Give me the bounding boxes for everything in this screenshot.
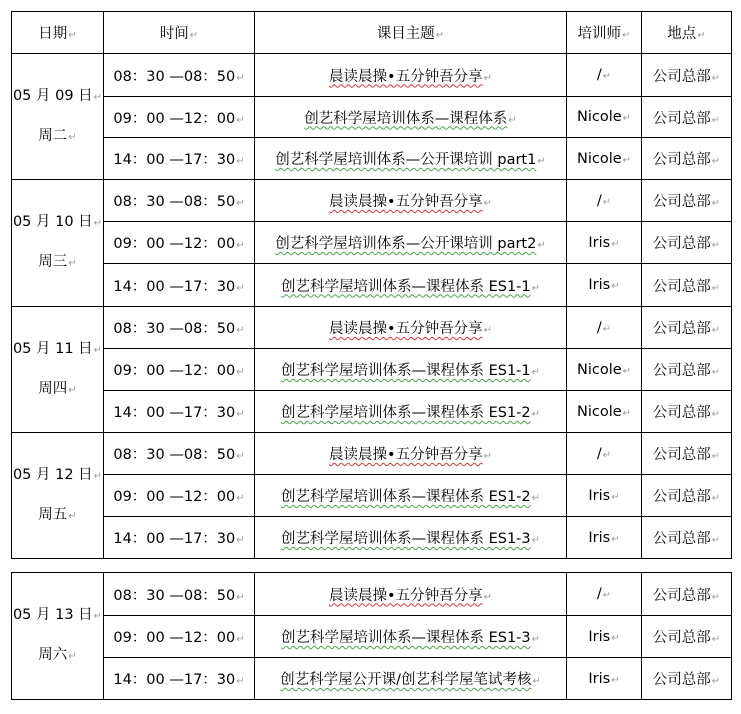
paragraph-mark-icon: ↵: [711, 591, 721, 603]
location-cell-text: 公司总部: [652, 68, 711, 85]
trainer-cell-text: /: [596, 192, 602, 209]
paragraph-mark-icon: ↵: [711, 72, 721, 84]
time-cell-text: 09：00 —12：00: [113, 630, 236, 646]
time-cell: [104, 138, 255, 180]
table-row: [12, 391, 732, 433]
time-cell-text: 14：00 —17：30: [113, 278, 236, 295]
time-cell: [104, 573, 255, 616]
paragraph-mark-icon: ↵: [531, 493, 541, 504]
time-cell: [104, 54, 255, 97]
schedule-table-continued: [11, 572, 732, 700]
location-cell: [642, 222, 732, 264]
paragraph-mark-icon: ↵: [236, 451, 245, 462]
location-cell-text: 公司总部: [652, 194, 711, 210]
table-row: [12, 264, 732, 307]
location-cell-text: 公司总部: [652, 278, 711, 295]
time-cell: [104, 391, 255, 433]
paragraph-mark-icon: ↵: [236, 72, 245, 84]
paragraph-mark-icon: ↵: [236, 325, 245, 336]
paragraph-mark-icon: ↵: [532, 676, 541, 687]
paragraph-mark-icon: ↵: [711, 198, 721, 209]
topic-cell-text: 晨读晨操•五分钟吾分享: [329, 321, 483, 337]
paragraph-mark-icon: ↵: [602, 323, 612, 335]
paragraph-mark-icon: ↵: [711, 156, 721, 167]
topic-cell-text: 创艺科学屋培训体系—课程体系 ES1-3: [280, 630, 531, 646]
location-cell-text: 公司总部: [652, 110, 711, 127]
trainer-cell-text: /: [596, 586, 602, 602]
date-cell: 05 月 12 日↵ 周五↵: [12, 433, 104, 559]
location-cell: [642, 433, 732, 475]
time-cell-text: 09：00 —12：00: [113, 236, 236, 252]
paragraph-mark-icon: ↵: [622, 113, 632, 124]
table-row: [12, 475, 732, 517]
weekday-text: 周六: [38, 647, 68, 663]
location-cell-text: 公司总部: [652, 447, 711, 463]
paragraph-mark-icon: ↵: [531, 409, 541, 420]
topic-cell: [255, 349, 567, 391]
time-cell: [104, 97, 255, 138]
date-cell: 05 月 09 日↵ 周二↵: [12, 54, 104, 180]
topic-cell: [255, 54, 567, 97]
time-cell-text: 08：30 —08：50: [113, 68, 236, 85]
time-cell: [104, 517, 255, 559]
paragraph-mark-icon: ↵: [483, 325, 492, 336]
paragraph-mark-icon: ↵: [236, 156, 245, 167]
table-row: [12, 222, 732, 264]
topic-cell-text: 创艺科学屋培训体系—公开课培训 part2: [275, 236, 537, 252]
location-cell: [642, 307, 732, 349]
time-cell-text: 08：30 —08：50: [113, 194, 236, 210]
topic-cell-text: 晨读晨操•五分钟吾分享: [329, 587, 483, 604]
location-cell: [642, 54, 732, 97]
paragraph-mark-icon: ↵: [236, 634, 245, 645]
trainer-cell-text: Iris: [588, 670, 611, 687]
paragraph-mark-icon: ↵: [711, 493, 721, 504]
paragraph-mark-icon: ↵: [602, 71, 612, 82]
paragraph-mark-icon: ↵: [602, 196, 612, 208]
location-cell-text: 公司总部: [652, 152, 711, 168]
paragraph-mark-icon: ↵: [611, 632, 620, 644]
paragraph-mark-icon: ↵: [236, 367, 245, 378]
time-cell: [104, 658, 255, 700]
trainer-cell: [567, 138, 642, 180]
location-cell-text: 公司总部: [652, 363, 711, 379]
time-cell-text: 08：30 —08：50: [113, 321, 236, 337]
trainer-cell: [567, 433, 642, 475]
location-cell-text: 公司总部: [652, 672, 711, 688]
time-cell-text: 09：00 —12：00: [113, 489, 236, 505]
date-cell: 05 月 13 日↵ 周六↵: [12, 573, 104, 700]
table-row: [12, 573, 732, 616]
paragraph-mark-icon: ↵: [711, 282, 721, 294]
table-row: [12, 658, 732, 700]
paragraph-mark-icon: ↵: [483, 72, 492, 84]
paragraph-mark-icon: ↵: [236, 198, 245, 209]
paragraph-mark-icon: ↵: [711, 409, 721, 420]
topic-cell-text: 创艺科学屋培训体系—课程体系 ES1-2: [280, 405, 531, 421]
trainer-cell: [567, 573, 642, 616]
topic-cell-text: 创艺科学屋培训体系—课程体系 ES1-3: [280, 531, 531, 547]
trainer-cell-text: /: [596, 67, 602, 83]
table-row: [12, 180, 732, 222]
topic-cell: [255, 264, 567, 307]
paragraph-mark-icon: ↵: [711, 367, 721, 378]
time-cell: [104, 433, 255, 475]
weekday-text: 周三: [38, 254, 68, 270]
location-cell: [642, 517, 732, 559]
paragraph-mark-icon: ↵: [508, 114, 517, 126]
paragraph-mark-icon: ↵: [611, 533, 620, 545]
paragraph-mark-icon: ↵: [236, 409, 245, 420]
paragraph-mark-icon: ↵: [236, 676, 245, 687]
paragraph-mark-icon: ↵: [611, 238, 620, 250]
trainer-cell-text: Iris: [588, 234, 611, 251]
topic-cell: [255, 433, 567, 475]
paragraph-mark-icon: ↵: [711, 634, 721, 645]
location-cell-text: 公司总部: [652, 531, 711, 547]
time-cell: [104, 616, 255, 658]
time-cell-text: 14：00 —17：30: [113, 531, 236, 547]
paragraph-mark-icon: ↵: [531, 282, 541, 294]
time-cell-text: 14：00 —17：30: [113, 672, 236, 688]
header-time: 时间↵: [104, 12, 255, 54]
location-cell: [642, 138, 732, 180]
location-cell: [642, 573, 732, 616]
date-text: 05 月 11 日: [12, 340, 93, 357]
paragraph-mark-icon: ↵: [531, 367, 541, 378]
trainer-cell-text: Nicole: [576, 109, 622, 125]
location-cell: [642, 391, 732, 433]
time-cell: [104, 349, 255, 391]
time-cell-text: 14：00 —17：30: [113, 152, 236, 168]
location-cell: [642, 264, 732, 307]
paragraph-mark-icon: ↵: [602, 449, 612, 461]
time-cell: [104, 264, 255, 307]
trainer-cell-text: Nicole: [576, 361, 622, 378]
trainer-cell: [567, 180, 642, 222]
topic-cell-text: 创艺科学屋培训体系—课程体系 ES1-2: [280, 489, 531, 505]
table-row: [12, 97, 732, 138]
location-cell-text: 公司总部: [652, 489, 711, 505]
table-row: [12, 138, 732, 180]
paragraph-mark-icon: ↵: [602, 590, 612, 601]
time-cell: [104, 222, 255, 264]
trainer-cell: [567, 307, 642, 349]
paragraph-mark-icon: ↵: [611, 281, 620, 292]
topic-cell-text: 晨读晨操•五分钟吾分享: [329, 68, 483, 85]
location-cell-text: 公司总部: [652, 405, 711, 421]
time-cell: [104, 475, 255, 517]
table-row: [12, 433, 732, 475]
trainer-cell-text: /: [596, 319, 602, 336]
trainer-cell: [567, 97, 642, 138]
topic-cell: [255, 475, 567, 517]
table-row: [12, 349, 732, 391]
topic-cell-text: 晨读晨操•五分钟吾分享: [329, 194, 483, 210]
paragraph-mark-icon: ↵: [611, 491, 620, 503]
schedule-table: [11, 11, 732, 559]
table-row: [12, 517, 732, 559]
trainer-cell-text: /: [596, 445, 602, 462]
date-text: 05 月 10 日: [12, 214, 93, 230]
paragraph-mark-icon: ↵: [711, 676, 721, 687]
topic-cell: [255, 517, 567, 559]
trainer-cell-text: Iris: [588, 628, 611, 645]
location-cell-text: 公司总部: [652, 321, 711, 337]
location-cell-text: 公司总部: [652, 236, 711, 252]
header-topic: 课目主题↵: [255, 12, 567, 54]
paragraph-mark-icon: ↵: [611, 674, 620, 686]
paragraph-mark-icon: ↵: [711, 114, 721, 126]
paragraph-mark-icon: ↵: [483, 198, 492, 209]
paragraph-mark-icon: ↵: [236, 493, 245, 504]
paragraph-mark-icon: ↵: [483, 451, 492, 462]
paragraph-mark-icon: ↵: [537, 156, 546, 167]
trainer-cell-text: Iris: [588, 529, 611, 546]
trainer-cell: [567, 517, 642, 559]
location-cell: [642, 658, 732, 700]
paragraph-mark-icon: ↵: [531, 535, 541, 546]
topic-cell-text: 创艺科学屋培训体系—公开课培训 part1: [275, 152, 537, 168]
topic-cell: [255, 616, 567, 658]
topic-cell: [255, 307, 567, 349]
location-cell: [642, 349, 732, 391]
paragraph-mark-icon: ↵: [236, 114, 245, 126]
topic-cell: [255, 180, 567, 222]
topic-cell: [255, 97, 567, 138]
trainer-cell: [567, 349, 642, 391]
trainer-cell: [567, 391, 642, 433]
time-cell-text: 14：00 —17：30: [113, 405, 236, 421]
topic-cell-text: 晨读晨操•五分钟吾分享: [329, 447, 483, 463]
trainer-cell-text: Nicole: [576, 150, 622, 167]
time-cell-text: 09：00 —12：00: [113, 363, 236, 379]
paragraph-mark-icon: ↵: [711, 325, 721, 336]
table-row: [12, 616, 732, 658]
header-trainer: 培训师↵: [567, 12, 642, 54]
trainer-cell: [567, 616, 642, 658]
date-text: 05 月 12 日: [12, 466, 93, 483]
trainer-cell: [567, 222, 642, 264]
topic-cell-text: 创艺科学屋公开课/创艺科学屋笔试考核: [280, 672, 532, 688]
topic-cell-text: 创艺科学屋培训体系—课程体系: [304, 110, 508, 127]
trainer-cell-text: Iris: [588, 487, 611, 504]
weekday-text: 周四: [38, 380, 68, 397]
paragraph-mark-icon: ↵: [711, 535, 721, 546]
trainer-cell-text: Iris: [588, 277, 611, 293]
paragraph-mark-icon: ↵: [622, 407, 632, 419]
trainer-cell-text: Nicole: [576, 403, 622, 420]
weekday-text: 周二: [38, 127, 68, 144]
trainer-cell: [567, 54, 642, 97]
paragraph-mark-icon: ↵: [236, 591, 245, 603]
date-cell: 05 月 10 日↵ 周三↵: [12, 180, 104, 307]
trainer-cell: [567, 475, 642, 517]
topic-cell-text: 创艺科学屋培训体系—课程体系 ES1-1: [280, 278, 531, 295]
paragraph-mark-icon: ↵: [622, 365, 632, 377]
header-location: 地点↵: [642, 12, 732, 54]
paragraph-mark-icon: ↵: [531, 634, 541, 645]
location-cell: [642, 180, 732, 222]
date-cell: 05 月 11 日↵ 周四↵: [12, 307, 104, 433]
topic-cell: [255, 138, 567, 180]
paragraph-mark-icon: ↵: [483, 591, 492, 603]
time-cell-text: 09：00 —12：00: [113, 110, 236, 127]
weekday-text: 周五: [38, 506, 68, 523]
paragraph-mark-icon: ↵: [622, 154, 632, 166]
date-text: 05 月 13 日: [12, 607, 93, 623]
location-cell-text: 公司总部: [652, 630, 711, 646]
paragraph-mark-icon: ↵: [537, 240, 546, 251]
paragraph-mark-icon: ↵: [236, 535, 245, 546]
time-cell: [104, 307, 255, 349]
table-row: [12, 54, 732, 97]
trainer-cell: [567, 658, 642, 700]
trainer-cell: [567, 264, 642, 307]
paragraph-mark-icon: ↵: [236, 282, 245, 294]
location-cell: [642, 97, 732, 138]
location-cell: [642, 616, 732, 658]
topic-cell: [255, 222, 567, 264]
topic-cell: [255, 573, 567, 616]
location-cell: [642, 475, 732, 517]
paragraph-mark-icon: ↵: [711, 240, 721, 251]
topic-cell-text: 创艺科学屋培训体系—课程体系 ES1-1: [280, 363, 531, 379]
time-cell: [104, 180, 255, 222]
topic-cell: [255, 658, 567, 700]
paragraph-mark-icon: ↵: [236, 240, 245, 251]
topic-cell: [255, 391, 567, 433]
header-row: [12, 12, 732, 54]
header-date: 日期↵: [12, 12, 104, 54]
time-cell-text: 08：30 —08：50: [113, 587, 236, 604]
time-cell-text: 08：30 —08：50: [113, 447, 236, 463]
location-cell-text: 公司总部: [652, 587, 711, 604]
table-row: [12, 307, 732, 349]
date-text: 05 月 09 日: [12, 87, 93, 104]
paragraph-mark-icon: ↵: [711, 451, 721, 462]
